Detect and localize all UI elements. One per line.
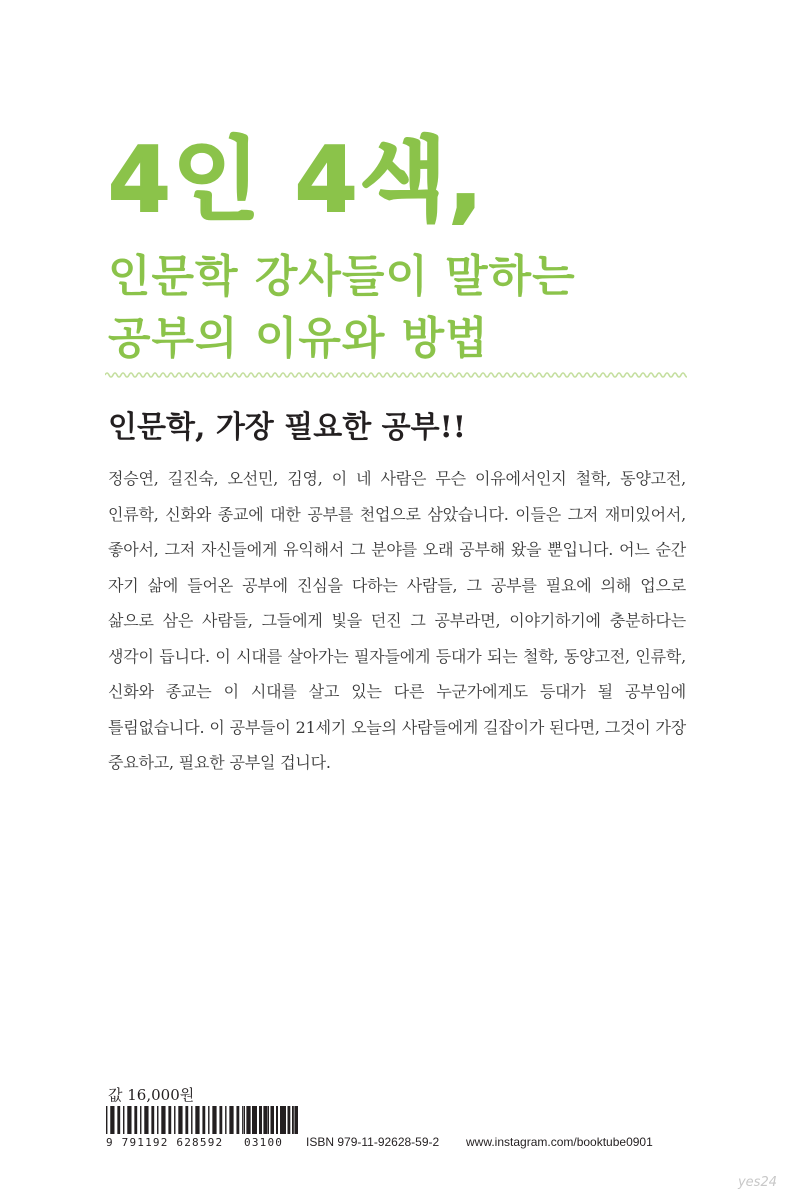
price-label: 값 16,000원 bbox=[108, 1086, 195, 1104]
barcode-bar bbox=[295, 1106, 298, 1134]
barcode-bar bbox=[195, 1106, 199, 1134]
subhead-line-1: 인문학 강사들이 말하는 bbox=[108, 251, 576, 302]
barcode-bar bbox=[178, 1106, 182, 1134]
barcode-bar bbox=[144, 1106, 148, 1134]
cover-headline: 4인 4색, bbox=[108, 128, 485, 233]
barcode-digits: 9 791192 628592 bbox=[106, 1136, 224, 1149]
barcode-bar bbox=[252, 1106, 254, 1134]
publisher-website: www.instagram.com/booktube0901 bbox=[466, 1135, 653, 1149]
barcode-bar bbox=[117, 1106, 120, 1134]
barcode-bar bbox=[212, 1106, 216, 1134]
barcode-bar bbox=[283, 1106, 286, 1134]
barcode-bar bbox=[256, 1106, 257, 1134]
watermark-logo: yes24 bbox=[737, 1175, 777, 1190]
barcode-bar bbox=[157, 1106, 158, 1134]
barcode-bar bbox=[127, 1106, 131, 1134]
barcode-bar bbox=[264, 1106, 266, 1134]
barcode-bar bbox=[288, 1106, 290, 1134]
barcode-bar bbox=[292, 1106, 293, 1134]
cover-subhead bbox=[108, 246, 576, 370]
barcode-bar bbox=[174, 1106, 175, 1134]
barcode-bar bbox=[151, 1106, 154, 1134]
barcode-bar bbox=[140, 1106, 141, 1134]
wavy-divider bbox=[105, 368, 687, 382]
barcode-bar bbox=[259, 1106, 262, 1134]
isbn-number: ISBN 979-11-92628-59-2 bbox=[306, 1135, 440, 1149]
barcode-bar bbox=[202, 1106, 205, 1134]
section-title: 인문학, 가장 필요한 공부!! bbox=[108, 410, 466, 445]
barcode-bar bbox=[229, 1106, 233, 1134]
addon-barcode-digits: 03100 bbox=[244, 1136, 284, 1149]
addon-barcode bbox=[244, 1106, 298, 1134]
subhead-line-2: 공부의 이유와 방법 bbox=[108, 313, 489, 364]
barcode-bar bbox=[219, 1106, 222, 1134]
barcode-bar bbox=[191, 1106, 192, 1134]
barcode-bar bbox=[134, 1106, 137, 1134]
barcode-bar bbox=[271, 1106, 274, 1134]
barcode-bar bbox=[106, 1106, 107, 1134]
body-paragraph: 정승연, 길진숙, 오선민, 김영, 이 네 사람은 무슨 이유에서인지 철학, 동양고전, 인류학, 신화와 종교에 대한 공부를 천업으로 삼았습니다. 이들은 그저 재미있어서, 좋아서, 그저 자신들에게 유익해서 그 분야를 오래 공부해 왔을 뿐입니다. 어느 순간 자기 삶에 들어온 공부에 진심을 다하는 사람들, 그 공부를 필요에 의해 업으로 삶으로 삼은 사람들, 그들에게 빛을 던진 그 공부라면, 이야기하기에 충분하다는 생각이 듭니다. 이 시대를 살아가는 필자들에게 등대가 되는 철학, 동양고전, 인류학, 신화와 종교는 이 시대를 살고 있는 다른 누군가에게도 등대가 될 공부임에 틀림없습니다. 이 공부들이 21세기 오늘의 사람들에게 길잡이가 된다면, 그것이 가장 중요하고, 필요한 공부일 겁니다. bbox=[108, 469, 686, 772]
barcode-bar bbox=[123, 1106, 124, 1134]
barcode-bar bbox=[185, 1106, 188, 1134]
barcode-bar bbox=[244, 1106, 245, 1134]
barcode-bar bbox=[161, 1106, 165, 1134]
barcode-bar bbox=[268, 1106, 269, 1134]
barcode-bar bbox=[225, 1106, 226, 1134]
barcode-bar bbox=[110, 1106, 114, 1134]
barcode-bar bbox=[236, 1106, 239, 1134]
barcode-bar bbox=[247, 1106, 250, 1134]
barcode-bar bbox=[208, 1106, 209, 1134]
barcode-bar bbox=[168, 1106, 171, 1134]
barcode-bar bbox=[280, 1106, 281, 1134]
barcode-bar bbox=[276, 1106, 278, 1134]
